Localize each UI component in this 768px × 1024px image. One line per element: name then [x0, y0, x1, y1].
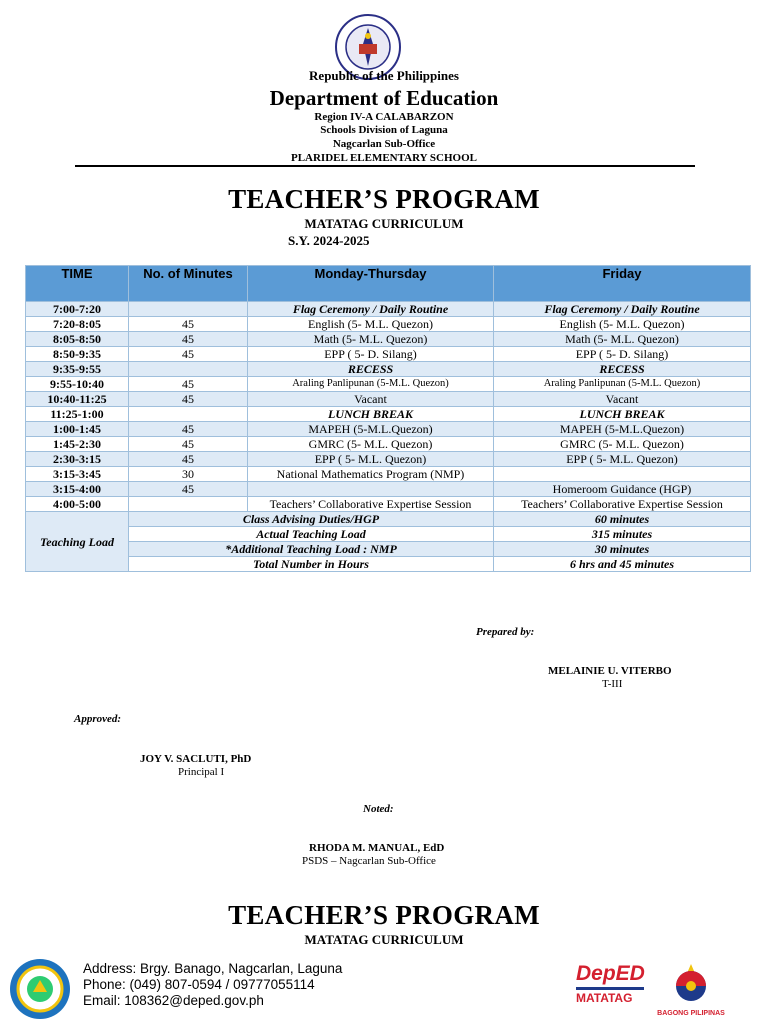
footer-title: TEACHER’S PROGRAM	[228, 900, 540, 930]
table-row	[26, 482, 751, 497]
table-header-row	[26, 266, 751, 302]
bagong-pilipinas-emblem-icon	[657, 960, 725, 1004]
region-text: Region IV-A CALABARZON	[314, 111, 454, 123]
table-row	[26, 317, 751, 332]
footer-email: Email: 108362@deped.gov.ph	[83, 993, 264, 1008]
header-friday: Friday	[494, 266, 751, 302]
table-row	[26, 377, 751, 392]
cell-mon-thu: GMRC (5- M.L. Quezon)	[248, 437, 494, 452]
bagong-pilipinas-text: BAGONG PILIPINAS	[657, 1010, 725, 1017]
table-row	[26, 422, 751, 437]
table-row	[26, 437, 751, 452]
table-row	[26, 362, 751, 377]
cell-friday: Araling Panlipunan (5-M.L. Quezon)	[494, 377, 751, 392]
cell-friday: EPP ( 5- M.L. Quezon)	[494, 452, 751, 467]
department-text: Department of Education	[269, 86, 499, 110]
cell-mon-thu: Flag Ceremony / Daily Routine	[248, 302, 494, 317]
noted-name: RHODA M. MANUAL, EdD	[309, 842, 445, 854]
cell-friday	[494, 467, 751, 482]
cell-minutes	[129, 362, 248, 377]
load-value: 6 hrs and 45 minutes	[494, 557, 751, 572]
cell-minutes: 45	[129, 452, 248, 467]
bagong-pilipinas-logo	[657, 960, 725, 1016]
header-divider	[75, 165, 695, 167]
table-row	[26, 467, 751, 482]
cell-friday: Math (5- M.L. Quezon)	[494, 332, 751, 347]
matatag-text: MATATAG	[576, 991, 633, 1005]
cell-friday: LUNCH BREAK	[494, 407, 751, 422]
deped-logo-text: DepED	[576, 962, 645, 985]
load-label: *Additional Teaching Load : NMP	[129, 542, 494, 557]
curriculum-subtitle: MATATAG CURRICULUM	[304, 216, 464, 231]
table-row	[26, 452, 751, 467]
cell-minutes	[129, 497, 248, 512]
cell-friday: MAPEH (5-M.L.Quezon)	[494, 422, 751, 437]
page-title: TEACHER’S PROGRAM	[228, 184, 540, 214]
load-label: Class Advising Duties/HGP	[129, 512, 494, 527]
cell-friday: EPP ( 5- D. Silang)	[494, 347, 751, 362]
approved-name: JOY V. SACLUTI, PhD	[140, 753, 252, 765]
load-row	[26, 542, 751, 557]
cell-time: 7:20-8:05	[26, 317, 129, 332]
school-year: S.Y. 2024-2025	[288, 233, 370, 248]
cell-mon-thu: LUNCH BREAK	[248, 407, 494, 422]
cell-mon-thu: Teachers’ Collaborative Expertise Session	[248, 497, 494, 512]
cell-time: 9:55-10:40	[26, 377, 129, 392]
footer-phone: Phone: (049) 807-0594 / 09777055114	[83, 977, 315, 992]
load-value: 315 minutes	[494, 527, 751, 542]
prepared-by-name: MELAINIE U. VITERBO	[548, 665, 672, 677]
cell-mon-thu: English (5- M.L. Quezon)	[248, 317, 494, 332]
cell-time: 11:25-1:00	[26, 407, 129, 422]
approved-position: Principal I	[178, 766, 225, 778]
schedule-table	[25, 265, 751, 572]
cell-friday: English (5- M.L. Quezon)	[494, 317, 751, 332]
cell-time: 10:40-11:25	[26, 392, 129, 407]
cell-minutes: 45	[129, 377, 248, 392]
cell-minutes: 30	[129, 467, 248, 482]
approved-label: Approved:	[74, 713, 122, 725]
cell-friday: Flag Ceremony / Daily Routine	[494, 302, 751, 317]
cell-time: 1:45-2:30	[26, 437, 129, 452]
cell-mon-thu: EPP ( 5- M.L. Quezon)	[248, 452, 494, 467]
load-label: Actual Teaching Load	[129, 527, 494, 542]
header-time: TIME	[26, 266, 129, 302]
republic-text: Republic of the Philippines	[309, 68, 459, 83]
load-row	[26, 527, 751, 542]
deped-matatag-logo	[576, 962, 644, 1012]
cell-minutes: 45	[129, 332, 248, 347]
cell-time: 8:05-8:50	[26, 332, 129, 347]
cell-mon-thu: RECESS	[248, 362, 494, 377]
school-logo	[9, 958, 71, 1020]
prepared-by-position: T-III	[602, 678, 623, 690]
header-mon-thu: Monday-Thursday	[248, 266, 494, 302]
cell-friday: Vacant	[494, 392, 751, 407]
teaching-load-label: Teaching Load	[26, 512, 129, 572]
cell-minutes: 45	[129, 437, 248, 452]
cell-mon-thu: Araling Panlipunan (5-M.L. Quezon)	[248, 377, 494, 392]
suboffice-text: Nagcarlan Sub-Office	[332, 138, 436, 150]
noted-position: PSDS – Nagcarlan Sub-Office	[302, 855, 436, 867]
footer-curriculum: MATATAG CURRICULUM	[304, 932, 464, 947]
load-row	[26, 557, 751, 572]
cell-time: 7:00-7:20	[26, 302, 129, 317]
table-row	[26, 332, 751, 347]
cell-friday: RECESS	[494, 362, 751, 377]
header-minutes: No. of Minutes	[129, 266, 248, 302]
cell-time: 2:30-3:15	[26, 452, 129, 467]
load-value: 60 minutes	[494, 512, 751, 527]
load-row	[26, 512, 751, 527]
cell-minutes	[129, 407, 248, 422]
cell-time: 3:15-3:45	[26, 467, 129, 482]
table-row	[26, 302, 751, 317]
cell-time: 4:00-5:00	[26, 497, 129, 512]
school-name: PLARIDEL ELEMENTARY SCHOOL	[290, 152, 478, 164]
cell-minutes: 45	[129, 317, 248, 332]
cell-time: 1:00-1:45	[26, 422, 129, 437]
cell-time: 8:50-9:35	[26, 347, 129, 362]
prepared-by-label: Prepared by:	[476, 626, 535, 638]
table-row	[26, 392, 751, 407]
cell-mon-thu: Math (5- M.L. Quezon)	[248, 332, 494, 347]
cell-minutes: 45	[129, 392, 248, 407]
cell-mon-thu: MAPEH (5-M.L.Quezon)	[248, 422, 494, 437]
cell-mon-thu: Vacant	[248, 392, 494, 407]
cell-friday: Teachers’ Collaborative Expertise Session	[494, 497, 751, 512]
cell-minutes: 45	[129, 347, 248, 362]
cell-time: 9:35-9:55	[26, 362, 129, 377]
table-row	[26, 497, 751, 512]
load-label: Total Number in Hours	[129, 557, 494, 572]
load-value: 30 minutes	[494, 542, 751, 557]
noted-label: Noted:	[363, 803, 394, 815]
cell-mon-thu: EPP ( 5- D. Silang)	[248, 347, 494, 362]
table-row	[26, 347, 751, 362]
footer-address: Address: Brgy. Banago, Nagcarlan, Laguna	[83, 961, 343, 976]
cell-minutes: 45	[129, 482, 248, 497]
cell-mon-thu	[248, 482, 494, 497]
cell-friday: Homeroom Guidance (HGP)	[494, 482, 751, 497]
cell-mon-thu: National Mathematics Program (NMP)	[248, 467, 494, 482]
table-row	[26, 407, 751, 422]
cell-minutes: 45	[129, 422, 248, 437]
cell-time: 3:15-4:00	[26, 482, 129, 497]
division-text: Schools Division of Laguna	[320, 124, 448, 136]
cell-minutes	[129, 302, 248, 317]
cell-friday: GMRC (5- M.L. Quezon)	[494, 437, 751, 452]
